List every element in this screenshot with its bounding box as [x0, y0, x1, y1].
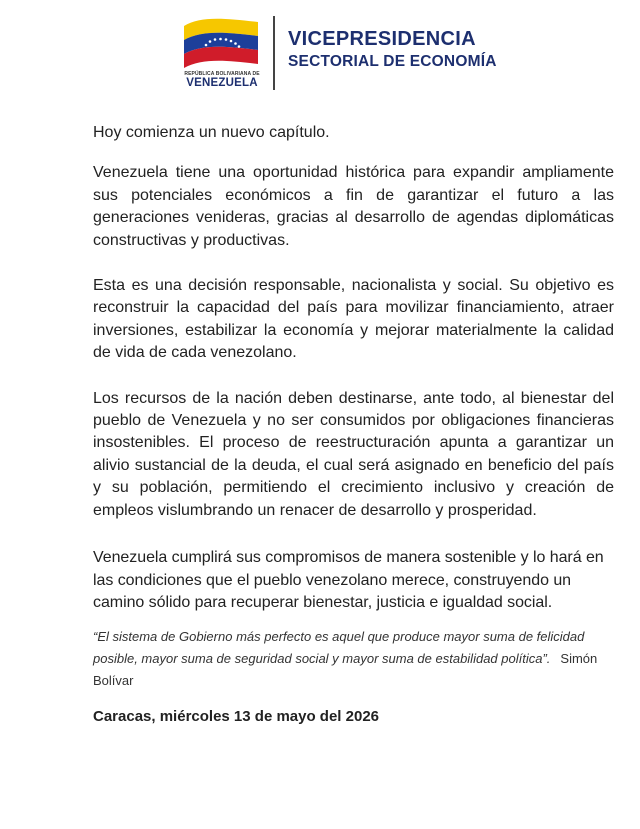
paragraph-1: Venezuela tiene una oportunidad histórica para expandir ampliamente sus potenciales económicos a fin de garantizar el futuro a las generaciones venideras, gracias al desarrollo de agendas diplomáticas constructivas y productivas. [93, 164, 614, 249]
venezuela-flag-logo [178, 12, 264, 72]
place-date-signature: Caracas, miércoles 13 de mayo del 2026 [93, 708, 380, 726]
flag-red-stripe [184, 47, 258, 68]
paragraph-3: Los recursos de la nación deben destinarse, ante todo, al bienestar del pueblo de Venezuela y no ser consumidos por obligaciones financieras insostenibles. El proceso de reestructuración apunta a garantizar un alivio sustancial de la deuda, el cual será asignado en beneficio del país y su población, permitiendo el crecimiento inclusivo y creación de empleos vislumbrando un renacer de desarrollo y prosperidad. [93, 389, 614, 519]
logo-country-text: VENEZUELA [186, 77, 258, 89]
logo-republic-text: REPÚBLICA BOLIVARIANA DE [184, 71, 260, 77]
header-divider [273, 16, 275, 90]
quote-text: “El sistema de Gobierno más perfecto es aquel que produce mayor suma de felicidad posible, mayor suma de seguridad social y mayor suma de estabilidad política”. [93, 629, 585, 667]
institution-subtitle: SECTORIAL DE ECONOMÍA [288, 53, 497, 70]
paragraph-2: Esta es una decisión responsable, nacionalista y social. Su objetivo es reconstruir la capacidad del país para movilizar financiamiento, atraer inversiones, estabilizar la economía y mejorar materialmente la calidad de vida de cada venezolano. [93, 277, 614, 362]
letterhead [0, 0, 640, 100]
paragraph-4: Venezuela cumplirá sus compromisos de manera sostenible y lo hará en las condiciones que el pueblo venezolano merece, construyendo un camino sólido para recuperar bienestar, justicia e igualdad social. [93, 549, 604, 611]
institution-title: VICEPRESIDENCIA [288, 28, 476, 50]
opening-line: Hoy comienza un nuevo capítulo. [93, 124, 330, 141]
quote-author: Simón Bolívar [93, 651, 598, 689]
statement-body [93, 122, 614, 729]
bolivar-quote [93, 626, 614, 692]
